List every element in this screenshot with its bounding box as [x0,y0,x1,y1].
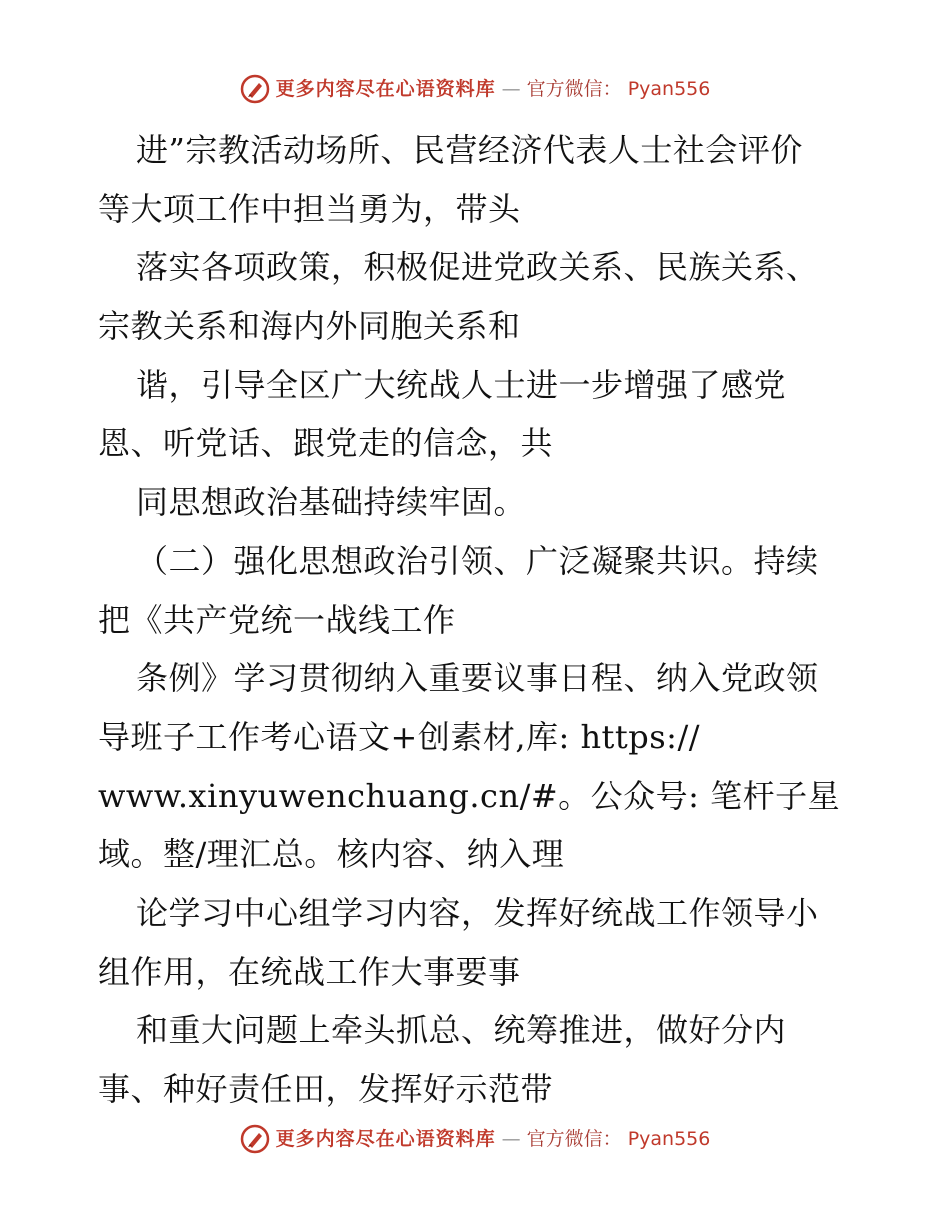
pen-logo-icon [240,1124,270,1154]
text-line: 恩、听党话、跟党走的信念，共 [98,424,554,463]
text-line: 导班子工作考心语文+创素材,库: https:// [98,717,701,756]
text-line: 宗教关系和海内外同胞关系和 [98,307,521,346]
watermark-text: 更多内容尽在心语资料库 [275,1128,496,1150]
watermark-separator: — [501,78,521,100]
pen-logo-icon [240,74,270,104]
watermark-header [0,74,950,104]
text-line: 进”宗教活动场所、民营经济代表人士社会评价 [136,131,803,169]
text-line: 条例》学习贯彻纳入重要议事日程、纳入党政领 [136,659,819,698]
text-line: （二）强化思想政治引领、广泛凝聚共识。持续 [136,541,819,580]
text-line: 谐，引导全区广大统战人士进一步增强了感党 [136,365,787,404]
watermark-footer [0,1124,950,1154]
text-line: 事、种好责任田，发挥好示范带 [98,1070,554,1108]
text-line: 组作用，在统战工作大事要事 [98,952,521,991]
watermark-text: 更多内容尽在心语资料库 [275,78,496,100]
text-line: 同思想政治基础持续牢固。 [136,483,527,522]
text-line: 论学习中心组学习内容，发挥好统战工作领导小 [136,893,819,932]
watermark-wechat-id: Pyan556 [627,1128,711,1150]
watermark-separator: — [501,1128,521,1150]
watermark-wechat-label: 官方微信： [526,78,622,100]
watermark-wechat-id: Pyan556 [627,78,711,100]
text-line: 域。整/理汇总。核内容、纳入理 [98,835,565,874]
document-body [98,121,858,1119]
text-line: 落实各项政策，积极促进党政关系、民族关系、 [136,248,819,287]
text-line: 把《共产党统一战线工作 [98,600,456,639]
text-line: 和重大问题上牵头抓总、统筹推进，做好分内 [136,1011,787,1050]
text-line: 等大项工作中担当勇为，带头 [98,189,521,228]
text-line: www.xinyuwenchuang.cn/#。公众号: 笔杆子星 [98,776,841,815]
watermark-wechat-label: 官方微信： [526,1128,622,1150]
